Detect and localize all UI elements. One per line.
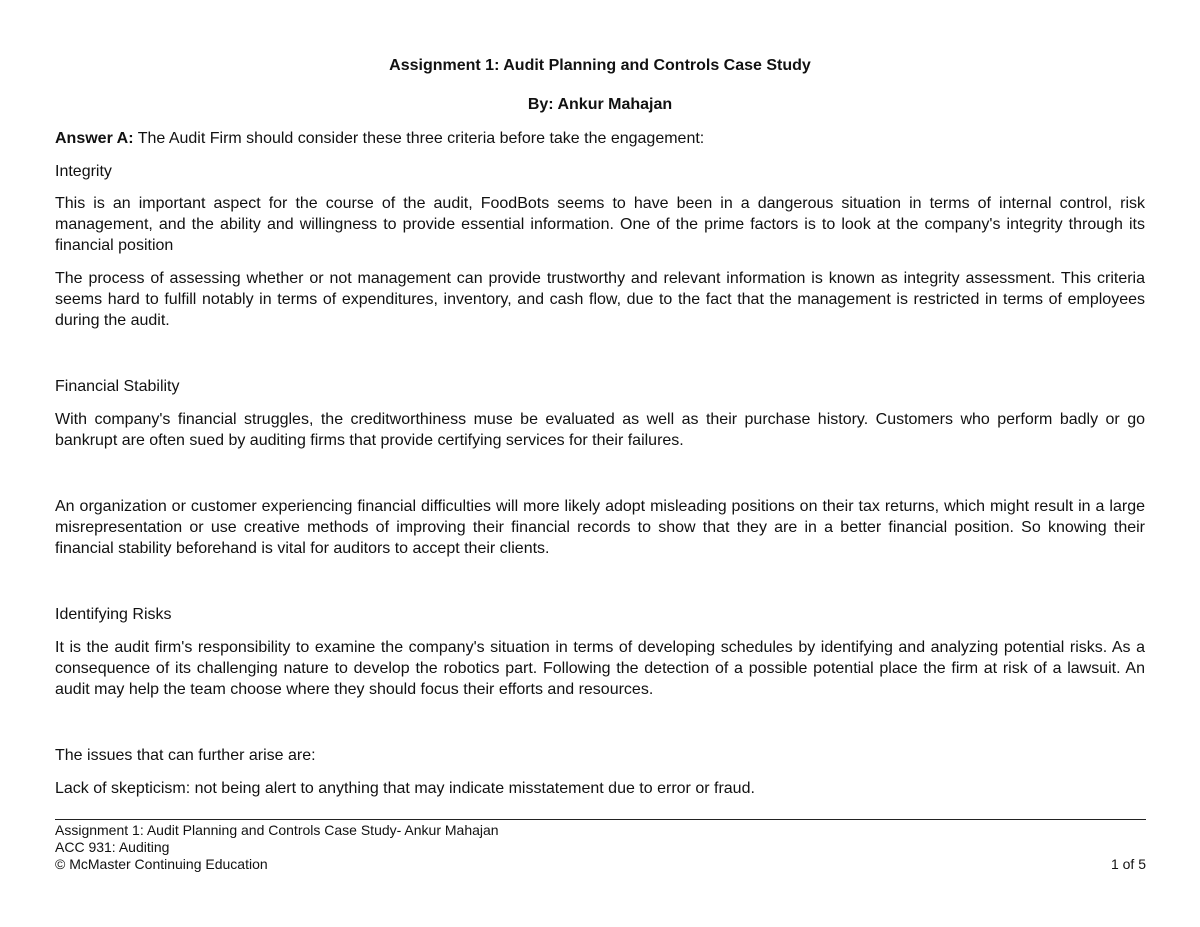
integrity-paragraph-2: The process of assessing whether or not management can provide trustworthy and relevant information is known as integrity assessment. This criteria seems hard to fulfill notably in terms of expenditures, inventory, and cash flow, due to the fact that the management is restricted in terms of employees during the audit. [55, 270, 1145, 329]
document-title: Assignment 1: Audit Planning and Controls Case Study [389, 57, 811, 74]
author-line: By: Ankur Mahajan [527, 96, 673, 113]
answer-text: The Audit Firm should consider these three criteria before take the engagement: [133, 130, 705, 147]
footer-divider [55, 819, 1146, 820]
page-footer [55, 822, 1146, 873]
page-number: 1 of 5 [1110, 856, 1146, 872]
footer-line-2: ACC 931: Auditing [55, 839, 170, 855]
financial-paragraph-2: An organization or customer experiencing financial difficulties will more likely adopt misleading positions on their tax returns, which might result in a large misrepresentation or use creative methods of improving their financial records to show that they are in a better financial position. So knowing their financial stability beforehand is vital for auditors to accept their clients. [55, 498, 1145, 557]
issues-intro: The issues that can further arise are: [55, 747, 316, 764]
financial-paragraph-1: With company's financial struggles, the creditworthiness muse be evaluated as well as their purchase history. Customers who perform badly or go bankrupt are often sued by auditing firms that provide certifying services for their failures. [55, 411, 1145, 449]
answer-label: Answer A: [55, 130, 134, 147]
integrity-paragraph-1: This is an important aspect for the course of the audit, FoodBots seems to have been in a dangerous situation in terms of internal control, risk management, and the ability and willingness to provide essential information. One of the prime factors is to look at the company's integrity through its financial position [55, 195, 1145, 254]
issue-item-1: Lack of skepticism: not being alert to anything that may indicate misstatement due to error or fraud. [55, 780, 755, 797]
heading-identifying-risks: Identifying Risks [55, 606, 172, 623]
answer-paragraph [55, 128, 1145, 149]
footer-line-3: © McMaster Continuing Education [55, 856, 268, 872]
heading-integrity: Integrity [55, 163, 112, 180]
risks-paragraph-1: It is the audit firm's responsibility to examine the company's situation in terms of developing schedules by identifying and analyzing potential risks. As a consequence of its challenging nature to develop the robotics part. Following the detection of a possible potential place the firm at risk of a lawsuit. An audit may help the team choose where they should focus their efforts and resources. [55, 639, 1145, 698]
footer-line-1: Assignment 1: Audit Planning and Controls Case Study- Ankur Mahajan [55, 822, 499, 838]
heading-financial-stability: Financial Stability [55, 378, 180, 395]
